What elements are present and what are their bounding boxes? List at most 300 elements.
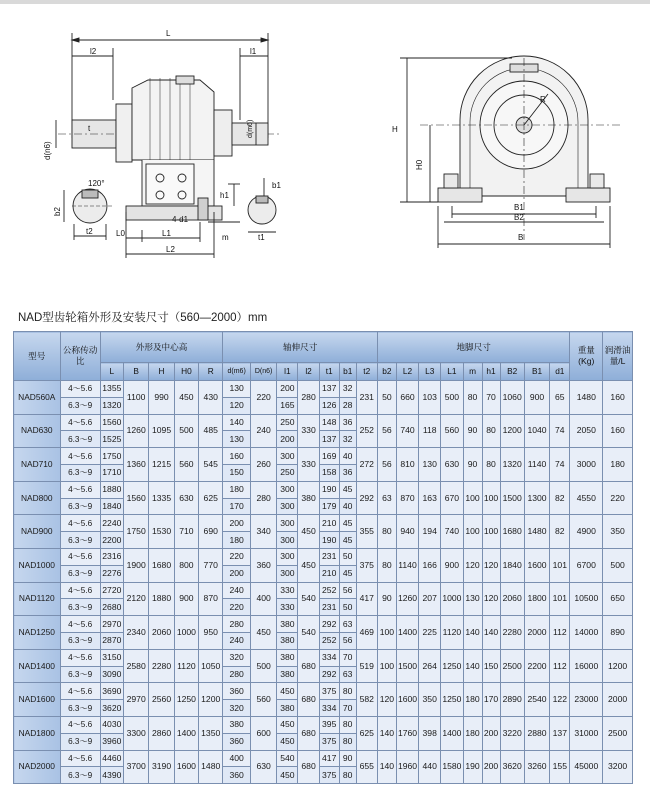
cell-b1: 1600 xyxy=(524,548,549,582)
cell-b1: 2880 xyxy=(524,716,549,750)
cell-l2: 2200 xyxy=(100,532,123,549)
cell-model: NAD900 xyxy=(14,515,61,549)
cell-dm2: 200 xyxy=(223,565,251,582)
cell-b: 2580 xyxy=(123,649,148,683)
cell-dm1: 320 xyxy=(223,649,251,666)
cell-m: 100 xyxy=(463,515,482,549)
table-row xyxy=(14,582,633,599)
cell-h0: 1120 xyxy=(174,649,198,683)
subheader-cell: L1 xyxy=(441,363,463,381)
cell-dn: 240 xyxy=(250,414,276,448)
dim-label-B: B xyxy=(518,233,524,242)
header-foot: 地脚尺寸 xyxy=(377,332,570,363)
cell-b1b: 28 xyxy=(339,397,356,414)
cell-lb: 740 xyxy=(396,414,418,448)
subheader-cell: m xyxy=(463,363,482,381)
cell-b1: 1300 xyxy=(524,481,549,515)
cell-b1b: 36 xyxy=(339,464,356,481)
cell-w: 3000 xyxy=(570,448,603,482)
cell-b1: 1040 xyxy=(524,414,549,448)
cell-r2: 6.3～9 xyxy=(60,498,100,515)
cell-b2: 56 xyxy=(377,448,396,482)
cell-r1: 4～5.6 xyxy=(60,481,100,498)
cell-lc: 207 xyxy=(419,582,441,616)
cell-b1: 1140 xyxy=(524,448,549,482)
cell-b1: 900 xyxy=(524,381,549,415)
cell-h1: 170 xyxy=(482,683,500,717)
cell-w: 4900 xyxy=(570,515,603,549)
cell-dm1: 180 xyxy=(223,481,251,498)
cell-b: 2120 xyxy=(123,582,148,616)
front-view-drawing xyxy=(400,56,620,248)
cell-l1: 2720 xyxy=(100,582,123,599)
header-oil: 润滑油量/L xyxy=(603,332,633,381)
cell-t1b: 190 xyxy=(319,532,339,549)
subheader-cell: R xyxy=(199,363,223,381)
cell-b2: 80 xyxy=(377,515,396,549)
cell-l1: 3690 xyxy=(100,683,123,700)
cell-l1: 4460 xyxy=(100,750,123,767)
cell-l2: 280 xyxy=(298,381,319,415)
cell-lb: 660 xyxy=(396,381,418,415)
cell-dm2: 130 xyxy=(223,431,251,448)
cell-h: 2280 xyxy=(149,649,174,683)
cell-m: 180 xyxy=(463,716,482,750)
cell-l1a: 450 xyxy=(277,716,298,733)
cell-l2: 2680 xyxy=(100,599,123,616)
cell-dm2: 120 xyxy=(223,397,251,414)
cell-dm2: 170 xyxy=(223,498,251,515)
dim-label-t1: t1 xyxy=(258,233,265,242)
cell-h0: 450 xyxy=(174,381,198,415)
cell-w: 1480 xyxy=(570,381,603,415)
cell-model: NAD630 xyxy=(14,414,61,448)
cell-r2: 6.3～9 xyxy=(60,733,100,750)
cell-lc: 264 xyxy=(419,649,441,683)
dim-label-h1: h1 xyxy=(220,191,229,200)
cell-dm1: 220 xyxy=(223,548,251,565)
cell-r1: 4～5.6 xyxy=(60,515,100,532)
cell-b1b: 56 xyxy=(339,632,356,649)
cell-r1: 4～5.6 xyxy=(60,716,100,733)
cell-l2: 2276 xyxy=(100,565,123,582)
cell-r: 770 xyxy=(199,548,223,582)
table-row xyxy=(14,649,633,666)
cell-dm1: 130 xyxy=(223,381,251,398)
cell-b1a: 45 xyxy=(339,515,356,532)
cell-h0: 630 xyxy=(174,481,198,515)
cell-b1: 1800 xyxy=(524,582,549,616)
cell-dm1: 200 xyxy=(223,515,251,532)
cell-b1b: 45 xyxy=(339,565,356,582)
cell-la: 1120 xyxy=(441,616,463,650)
cell-t1a: 231 xyxy=(319,548,339,565)
cell-b1a: 40 xyxy=(339,448,356,465)
dim-label-R: R xyxy=(540,95,546,104)
dim-label-H0: H0 xyxy=(415,159,424,170)
subheader-cell: H0 xyxy=(174,363,198,381)
cell-m: 140 xyxy=(463,616,482,650)
table-row xyxy=(14,716,633,733)
cell-h1: 120 xyxy=(482,548,500,582)
cell-w: 16000 xyxy=(570,649,603,683)
cell-l1b: 450 xyxy=(277,767,298,784)
cell-o: 890 xyxy=(603,616,633,650)
dim-label-l2: l2 xyxy=(90,47,97,56)
cell-h1: 140 xyxy=(482,616,500,650)
cell-o: 160 xyxy=(603,381,633,415)
subheader-cell: D(n6) xyxy=(250,363,276,381)
cell-l2: 680 xyxy=(298,750,319,784)
cell-model: NAD2000 xyxy=(14,750,61,784)
dim-label-l1: l1 xyxy=(250,47,257,56)
cell-b1a: 56 xyxy=(339,582,356,599)
cell-t1b: 126 xyxy=(319,397,339,414)
cell-h: 1335 xyxy=(149,481,174,515)
cell-l2: 540 xyxy=(298,582,319,616)
cell-l1: 1750 xyxy=(100,448,123,465)
cell-h: 1530 xyxy=(149,515,174,549)
cell-b1: 1480 xyxy=(524,515,549,549)
header-weight: 重量(Kg) xyxy=(570,332,603,381)
cell-dn: 560 xyxy=(250,683,276,717)
dim-label-b2: b2 xyxy=(53,207,62,216)
cell-r: 1480 xyxy=(199,750,223,784)
cell-b1b: 45 xyxy=(339,532,356,549)
cell-d1: 155 xyxy=(550,750,570,784)
cell-r2: 6.3～9 xyxy=(60,565,100,582)
cell-w: 4550 xyxy=(570,481,603,515)
cell-b2: 2280 xyxy=(500,616,524,650)
cell-t1b: 179 xyxy=(319,498,339,515)
table-row xyxy=(14,381,633,398)
cell-model: NAD560A xyxy=(14,381,61,415)
cell-t1a: 292 xyxy=(319,616,339,633)
cell-m: 90 xyxy=(463,448,482,482)
cell-lb: 940 xyxy=(396,515,418,549)
cell-t2: 417 xyxy=(356,582,377,616)
cell-l2: 330 xyxy=(298,414,319,448)
cell-t1a: 417 xyxy=(319,750,339,767)
cell-m: 80 xyxy=(463,381,482,415)
cell-d1: 82 xyxy=(550,515,570,549)
cell-lc: 225 xyxy=(419,616,441,650)
cell-r1: 4～5.6 xyxy=(60,750,100,767)
cell-model: NAD1000 xyxy=(14,548,61,582)
subheader-cell: b1 xyxy=(339,363,356,381)
cell-b1a: 90 xyxy=(339,750,356,767)
cell-la: 900 xyxy=(441,548,463,582)
cell-o: 2000 xyxy=(603,683,633,717)
cell-b2: 3220 xyxy=(500,716,524,750)
cell-l2: 3960 xyxy=(100,733,123,750)
cell-l1b: 330 xyxy=(277,599,298,616)
cell-w: 45000 xyxy=(570,750,603,784)
subheader-cell: d1 xyxy=(550,363,570,381)
cell-b1a: 80 xyxy=(339,716,356,733)
cell-la: 630 xyxy=(441,448,463,482)
cell-m: 130 xyxy=(463,582,482,616)
cell-h: 990 xyxy=(149,381,174,415)
cell-b1a: 80 xyxy=(339,683,356,700)
dim-label-d-n6: d(n6) xyxy=(43,141,52,160)
cell-o: 220 xyxy=(603,481,633,515)
cell-t1b: 375 xyxy=(319,767,339,784)
subheader-cell: B2 xyxy=(500,363,524,381)
dim-label-L2: L2 xyxy=(166,245,175,254)
cell-l2: 1840 xyxy=(100,498,123,515)
cell-b1: 3260 xyxy=(524,750,549,784)
dim-label-angle: 120° xyxy=(88,179,105,188)
cell-dm2: 320 xyxy=(223,700,251,717)
cell-t1b: 158 xyxy=(319,464,339,481)
header-shaft: 轴伸尺寸 xyxy=(223,332,377,363)
cell-l1a: 250 xyxy=(277,414,298,431)
cell-l2: 1320 xyxy=(100,397,123,414)
cell-b1b: 40 xyxy=(339,498,356,515)
cell-t2: 625 xyxy=(356,716,377,750)
cell-model: NAD1800 xyxy=(14,716,61,750)
cell-lb: 1960 xyxy=(396,750,418,784)
cell-b2: 90 xyxy=(377,582,396,616)
cell-b2: 140 xyxy=(377,716,396,750)
cell-w: 31000 xyxy=(570,716,603,750)
cell-t2: 375 xyxy=(356,548,377,582)
cell-b2: 140 xyxy=(377,750,396,784)
subheader-cell: l1 xyxy=(277,363,298,381)
header-dims: 外形及中心高 xyxy=(100,332,223,363)
cell-b2: 100 xyxy=(377,649,396,683)
dim-label-4-d1: 4-d1 xyxy=(172,215,189,224)
cell-r2: 6.3～9 xyxy=(60,767,100,784)
cell-w: 10500 xyxy=(570,582,603,616)
cell-h: 1095 xyxy=(149,414,174,448)
cell-dn: 450 xyxy=(250,616,276,650)
cell-b1: 2200 xyxy=(524,649,549,683)
cell-t2: 231 xyxy=(356,381,377,415)
cell-l2: 450 xyxy=(298,515,319,549)
cell-l1b: 200 xyxy=(277,431,298,448)
cell-lb: 1260 xyxy=(396,582,418,616)
cell-b1: 2000 xyxy=(524,616,549,650)
cell-la: 560 xyxy=(441,414,463,448)
cell-dn: 340 xyxy=(250,515,276,549)
cell-lb: 870 xyxy=(396,481,418,515)
cell-la: 1250 xyxy=(441,649,463,683)
cell-lc: 398 xyxy=(419,716,441,750)
cell-r2: 6.3～9 xyxy=(60,632,100,649)
cell-t1b: 292 xyxy=(319,666,339,683)
cell-b2: 2060 xyxy=(500,582,524,616)
cell-o: 180 xyxy=(603,448,633,482)
subheader-cell: L2 xyxy=(396,363,418,381)
cell-lb: 810 xyxy=(396,448,418,482)
cell-h1: 80 xyxy=(482,414,500,448)
cell-dm1: 400 xyxy=(223,750,251,767)
cell-m: 180 xyxy=(463,683,482,717)
cell-r: 690 xyxy=(199,515,223,549)
cell-t1a: 169 xyxy=(319,448,339,465)
dim-label-d-m6: d(m6) xyxy=(247,119,254,138)
cell-r1: 4～5.6 xyxy=(60,448,100,465)
cell-h: 1880 xyxy=(149,582,174,616)
cell-t1a: 210 xyxy=(319,515,339,532)
cell-b: 1260 xyxy=(123,414,148,448)
cell-model: NAD1400 xyxy=(14,649,61,683)
cell-dn: 280 xyxy=(250,481,276,515)
cell-dm2: 220 xyxy=(223,599,251,616)
cell-b: 1100 xyxy=(123,381,148,415)
dim-label-B1: B1 xyxy=(514,203,524,212)
cell-t1b: 137 xyxy=(319,431,339,448)
cell-dm2: 280 xyxy=(223,666,251,683)
cell-l1a: 380 xyxy=(277,616,298,633)
cell-r: 485 xyxy=(199,414,223,448)
cell-l1b: 380 xyxy=(277,700,298,717)
cell-t2: 272 xyxy=(356,448,377,482)
cell-l2: 680 xyxy=(298,683,319,717)
cell-d1: 82 xyxy=(550,481,570,515)
cell-r1: 4～5.6 xyxy=(60,414,100,431)
cell-la: 1250 xyxy=(441,683,463,717)
cell-d1: 112 xyxy=(550,649,570,683)
subheader-cell: t1 xyxy=(319,363,339,381)
cell-dm2: 150 xyxy=(223,464,251,481)
cell-l1b: 450 xyxy=(277,733,298,750)
cell-t1b: 375 xyxy=(319,733,339,750)
cell-l2: 330 xyxy=(298,448,319,482)
cell-t2: 252 xyxy=(356,414,377,448)
subheader-cell: L xyxy=(100,363,123,381)
cell-h: 1215 xyxy=(149,448,174,482)
cell-r: 950 xyxy=(199,616,223,650)
cell-b2: 1060 xyxy=(500,381,524,415)
cell-dm2: 240 xyxy=(223,632,251,649)
cell-dn: 220 xyxy=(250,381,276,415)
cell-r2: 6.3～9 xyxy=(60,397,100,414)
cell-lc: 440 xyxy=(419,750,441,784)
cell-h: 2860 xyxy=(149,716,174,750)
cell-t1a: 395 xyxy=(319,716,339,733)
cell-d1: 122 xyxy=(550,683,570,717)
cell-lc: 118 xyxy=(419,414,441,448)
subheader-cell: l2 xyxy=(298,363,319,381)
cell-l1b: 300 xyxy=(277,565,298,582)
cell-h0: 1250 xyxy=(174,683,198,717)
cell-h: 2060 xyxy=(149,616,174,650)
cell-h: 3190 xyxy=(149,750,174,784)
cell-b1: 2540 xyxy=(524,683,549,717)
table-header-row xyxy=(14,332,633,363)
cell-la: 500 xyxy=(441,381,463,415)
cell-l1a: 540 xyxy=(277,750,298,767)
cell-b2: 80 xyxy=(377,548,396,582)
cell-m: 100 xyxy=(463,481,482,515)
header-ratio: 公称传动比 xyxy=(60,332,100,381)
cell-t1a: 375 xyxy=(319,683,339,700)
dim-label-b1: b1 xyxy=(272,181,281,190)
cell-h1: 100 xyxy=(482,515,500,549)
cell-b2: 50 xyxy=(377,381,396,415)
cell-b2: 100 xyxy=(377,616,396,650)
cell-o: 160 xyxy=(603,414,633,448)
cell-lc: 163 xyxy=(419,481,441,515)
cell-lc: 103 xyxy=(419,381,441,415)
cell-d1: 74 xyxy=(550,414,570,448)
cell-o: 350 xyxy=(603,515,633,549)
cell-dn: 500 xyxy=(250,649,276,683)
cell-m: 90 xyxy=(463,414,482,448)
cell-l1: 2240 xyxy=(100,515,123,532)
cell-o: 1200 xyxy=(603,649,633,683)
cell-h: 2560 xyxy=(149,683,174,717)
cell-r: 1200 xyxy=(199,683,223,717)
cell-dm1: 140 xyxy=(223,414,251,431)
cell-l2: 450 xyxy=(298,548,319,582)
cell-l2: 680 xyxy=(298,716,319,750)
cell-model: NAD1120 xyxy=(14,582,61,616)
dim-label-H: H xyxy=(392,125,398,134)
subheader-cell: h1 xyxy=(482,363,500,381)
cell-dm2: 360 xyxy=(223,733,251,750)
cell-l1a: 450 xyxy=(277,683,298,700)
dim-label-t: t xyxy=(88,124,91,133)
cell-l1b: 380 xyxy=(277,632,298,649)
cell-l2: 3620 xyxy=(100,700,123,717)
cell-t1a: 148 xyxy=(319,414,339,431)
cell-d1: 65 xyxy=(550,381,570,415)
table-row xyxy=(14,414,633,431)
cell-l2: 2870 xyxy=(100,632,123,649)
cell-b2: 1680 xyxy=(500,515,524,549)
dim-label-L1: L1 xyxy=(162,229,171,238)
cell-t1b: 210 xyxy=(319,565,339,582)
cell-dm2: 360 xyxy=(223,767,251,784)
cell-dm1: 380 xyxy=(223,716,251,733)
cell-l2: 380 xyxy=(298,481,319,515)
cell-la: 670 xyxy=(441,481,463,515)
cell-t2: 292 xyxy=(356,481,377,515)
table-row xyxy=(14,548,633,565)
cell-h0: 560 xyxy=(174,448,198,482)
cell-o: 650 xyxy=(603,582,633,616)
cell-b2: 63 xyxy=(377,481,396,515)
cell-r: 430 xyxy=(199,381,223,415)
table-body xyxy=(14,381,633,784)
cell-d1: 101 xyxy=(550,548,570,582)
cell-l2: 540 xyxy=(298,616,319,650)
cell-l1a: 380 xyxy=(277,649,298,666)
cell-r1: 4～5.6 xyxy=(60,683,100,700)
cell-b2: 120 xyxy=(377,683,396,717)
cell-h0: 900 xyxy=(174,582,198,616)
cell-lb: 1400 xyxy=(396,616,418,650)
cell-l2: 1525 xyxy=(100,431,123,448)
cell-dm2: 180 xyxy=(223,532,251,549)
cell-r: 870 xyxy=(199,582,223,616)
cell-b: 3700 xyxy=(123,750,148,784)
cell-b1b: 70 xyxy=(339,700,356,717)
cell-model: NAD1600 xyxy=(14,683,61,717)
cell-h0: 800 xyxy=(174,548,198,582)
cell-b: 1560 xyxy=(123,481,148,515)
dim-label-L0: L0 xyxy=(116,229,125,238)
cell-lc: 130 xyxy=(419,448,441,482)
cell-t2: 582 xyxy=(356,683,377,717)
cell-t1a: 334 xyxy=(319,649,339,666)
cell-dn: 400 xyxy=(250,582,276,616)
cell-b1b: 63 xyxy=(339,666,356,683)
